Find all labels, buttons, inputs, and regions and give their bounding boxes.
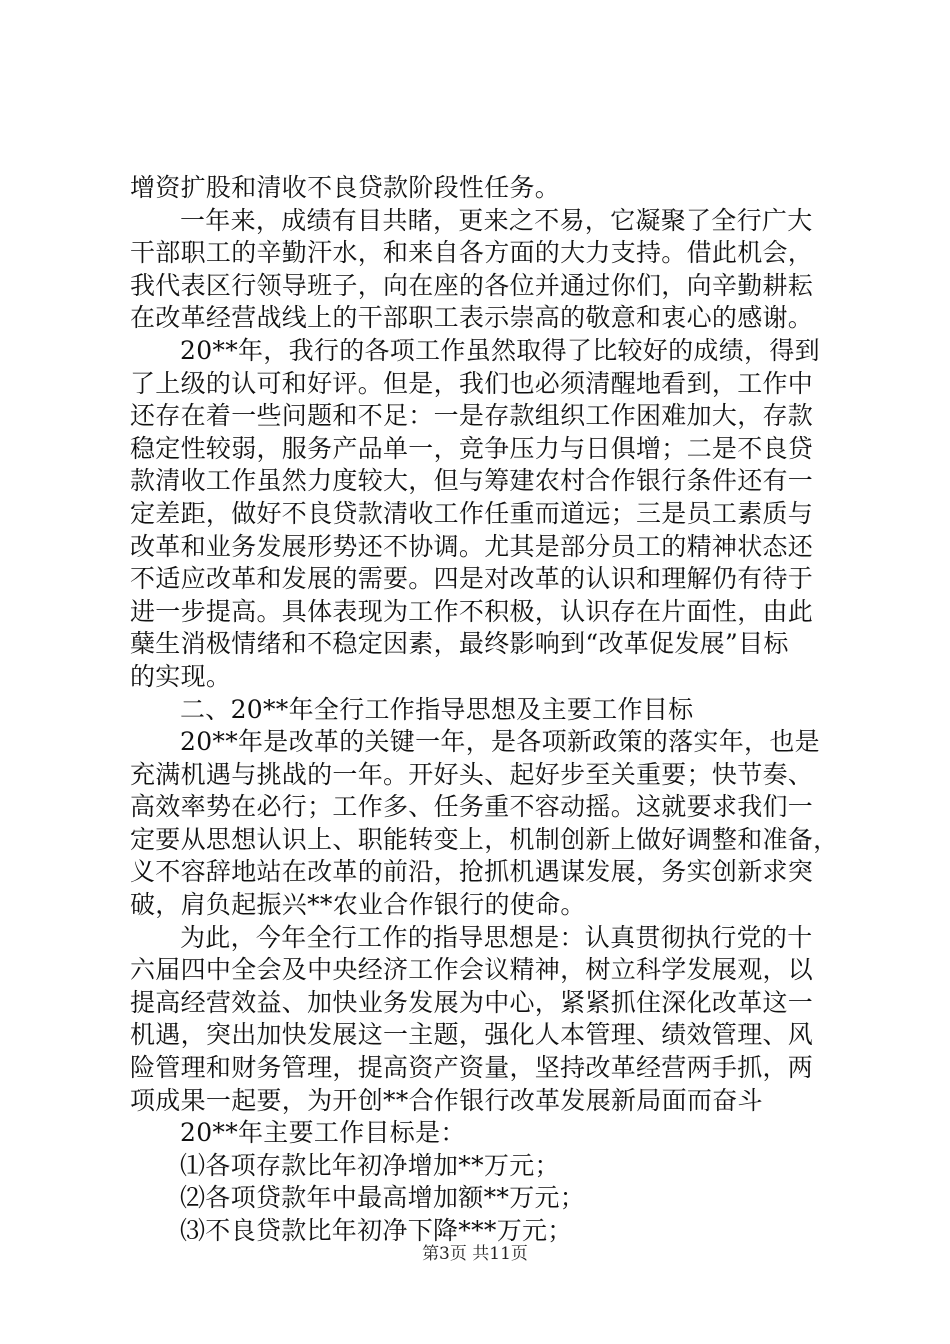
- text-line: 的实现。: [130, 661, 232, 691]
- text-line: 改革和业务发展形势还不协调。尤其是部分员工的精神状态还: [130, 531, 814, 561]
- text-line: 二、20**年全行工作指导思想及主要工作目标: [180, 694, 694, 724]
- text-line: 定差距，做好不良贷款清收工作任重而道远；三是员工素质与: [130, 498, 814, 528]
- text-line: 稳定性较弱，服务产品单一，竞争压力与日俱增；二是不良贷: [130, 433, 814, 463]
- text-line: ⑵各项贷款年中最高增加额**万元；: [180, 1183, 586, 1213]
- text-line: 六届四中全会及中央经济工作会议精神，树立科学发展观，以: [130, 955, 814, 985]
- text-line: 20**年主要工作目标是：: [180, 1118, 466, 1148]
- text-line: 款清收工作虽然力度较大，但与筹建农村合作银行条件还有一: [130, 466, 814, 496]
- text-line: 机遇，突出加快发展这一主题，强化人本管理、绩效管理、风: [130, 1020, 814, 1050]
- text-line: 在改革经营战线上的干部职工表示崇高的敬意和衷心的感谢。: [130, 303, 814, 333]
- text-line: 为此，今年全行工作的指导思想是：认真贯彻执行党的十: [180, 922, 813, 952]
- page-number-footer: 第3页 共11页: [422, 1244, 528, 1264]
- text-line: 一年来，成绩有目共睹，更来之不易，它凝聚了全行广大: [180, 205, 813, 235]
- text-line: 还存在着一些问题和不足：一是存款组织工作困难加大，存款: [130, 401, 814, 431]
- text-line: ⑴各项存款比年初净增加**万元；: [180, 1150, 560, 1180]
- text-line: 我代表区行领导班子，向在座的各位并通过你们，向辛勤耕耘: [130, 270, 814, 300]
- text-line: 不适应改革和发展的需要。四是对改革的认识和理解仍有待于: [130, 564, 814, 594]
- text-line: 干部职工的辛勤汗水，和来自各方面的大力支持。借此机会，: [130, 238, 814, 268]
- text-line: ⑶不良贷款比年初净下降***万元；: [180, 1216, 573, 1245]
- text-line: 进一步提高。具体表现为工作不积极，认识存在片面性，由此: [130, 596, 814, 626]
- text-line: 破，肩负起振兴**农业合作银行的使命。: [130, 890, 586, 920]
- text-line: 了上级的认可和好评。但是，我们也必须清醒地看到，工作中: [130, 368, 814, 398]
- text-line: 蘖生消极情绪和不稳定因素，最终影响到“改革促发展”目标: [130, 629, 789, 659]
- text-line: 定要从思想认识上、职能转变上，机制创新上做好调整和准备，: [130, 824, 839, 854]
- document-body: [130, 172, 839, 1248]
- text-line: 险管理和财务管理，提高资产资量，坚持改革经营两手抓，两: [130, 1053, 814, 1083]
- text-line: 20**年是改革的关键一年，是各项新政策的落实年，也是: [180, 727, 820, 757]
- text-line: 高效率势在必行；工作多、任务重不容动摇。这就要求我们一: [130, 792, 814, 822]
- text-line: 项成果一起要，为开创**合作银行改革发展新局面而奋斗: [130, 1085, 763, 1115]
- text-line: 充满机遇与挑战的一年。开好头、起好步至关重要；快节奏、: [130, 759, 814, 789]
- text-line: 义不容辞地站在改革的前沿，抢抓机遇谋发展，务实创新求突: [130, 857, 814, 887]
- text-line: 增资扩股和清收不良贷款阶段性任务。: [130, 173, 561, 202]
- text-line: 提高经营效益、加快业务发展为中心，紧紧抓住深化改革这一: [130, 987, 814, 1017]
- text-line: 20**年，我行的各项工作虽然取得了比较好的成绩，得到: [180, 335, 820, 365]
